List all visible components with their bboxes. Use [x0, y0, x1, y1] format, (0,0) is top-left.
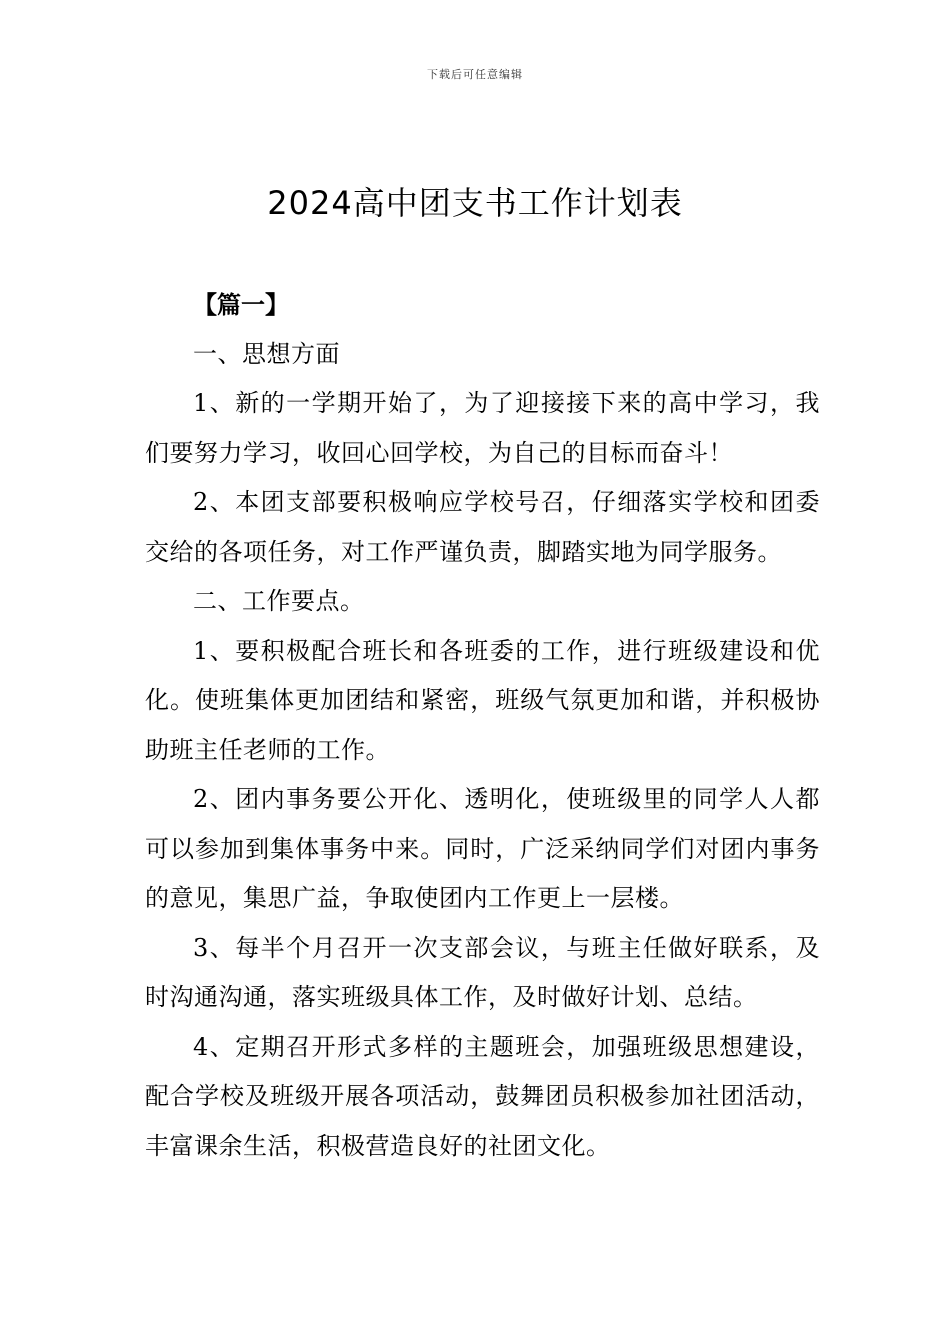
- paragraph: 2、团内事务要公开化、透明化，使班级里的同学人人都可以参加到集体事务中来。同时，广泛采纳同学们对团内事务的意见，集思广益，争取使团内工作更上一层楼。: [145, 785, 820, 912]
- section-label: 【篇一】: [193, 290, 289, 319]
- heading-work-points: 二、工作要点。: [193, 587, 365, 615]
- document-body: [145, 280, 820, 1171]
- paragraph: 2、本团支部要积极响应学校号召，仔细落实学校和团委交给的各项任务，对工作严谨负责，脚踏实地为同学服务。: [145, 488, 820, 566]
- header-note: 下载后可任意编辑: [427, 68, 523, 81]
- paragraph: 1、要积极配合班长和各班委的工作，进行班级建设和优化。使班集体更加团结和紧密，班级气氛更加和谐，并积极协助班主任老师的工作。: [145, 636, 820, 764]
- paragraph: 1、新的一学期开始了，为了迎接接下来的高中学习，我们要努力学习，收回心回学校，为自己的目标而奋斗！: [145, 389, 820, 467]
- paragraph: 4、定期召开形式多样的主题班会，加强班级思想建设，配合学校及班级开展各项活动，鼓舞团员积极参加社团活动，丰富课余生活，积极营造良好的社团文化。: [145, 1032, 820, 1160]
- paragraph: 3、每半个月召开一次支部会议，与班主任做好联系，及时沟通沟通，落实班级具体工作，及时做好计划、总结。: [145, 933, 820, 1011]
- heading-thought: 一、思想方面: [193, 339, 340, 368]
- document-title: 2024高中团支书工作计划表: [267, 184, 683, 222]
